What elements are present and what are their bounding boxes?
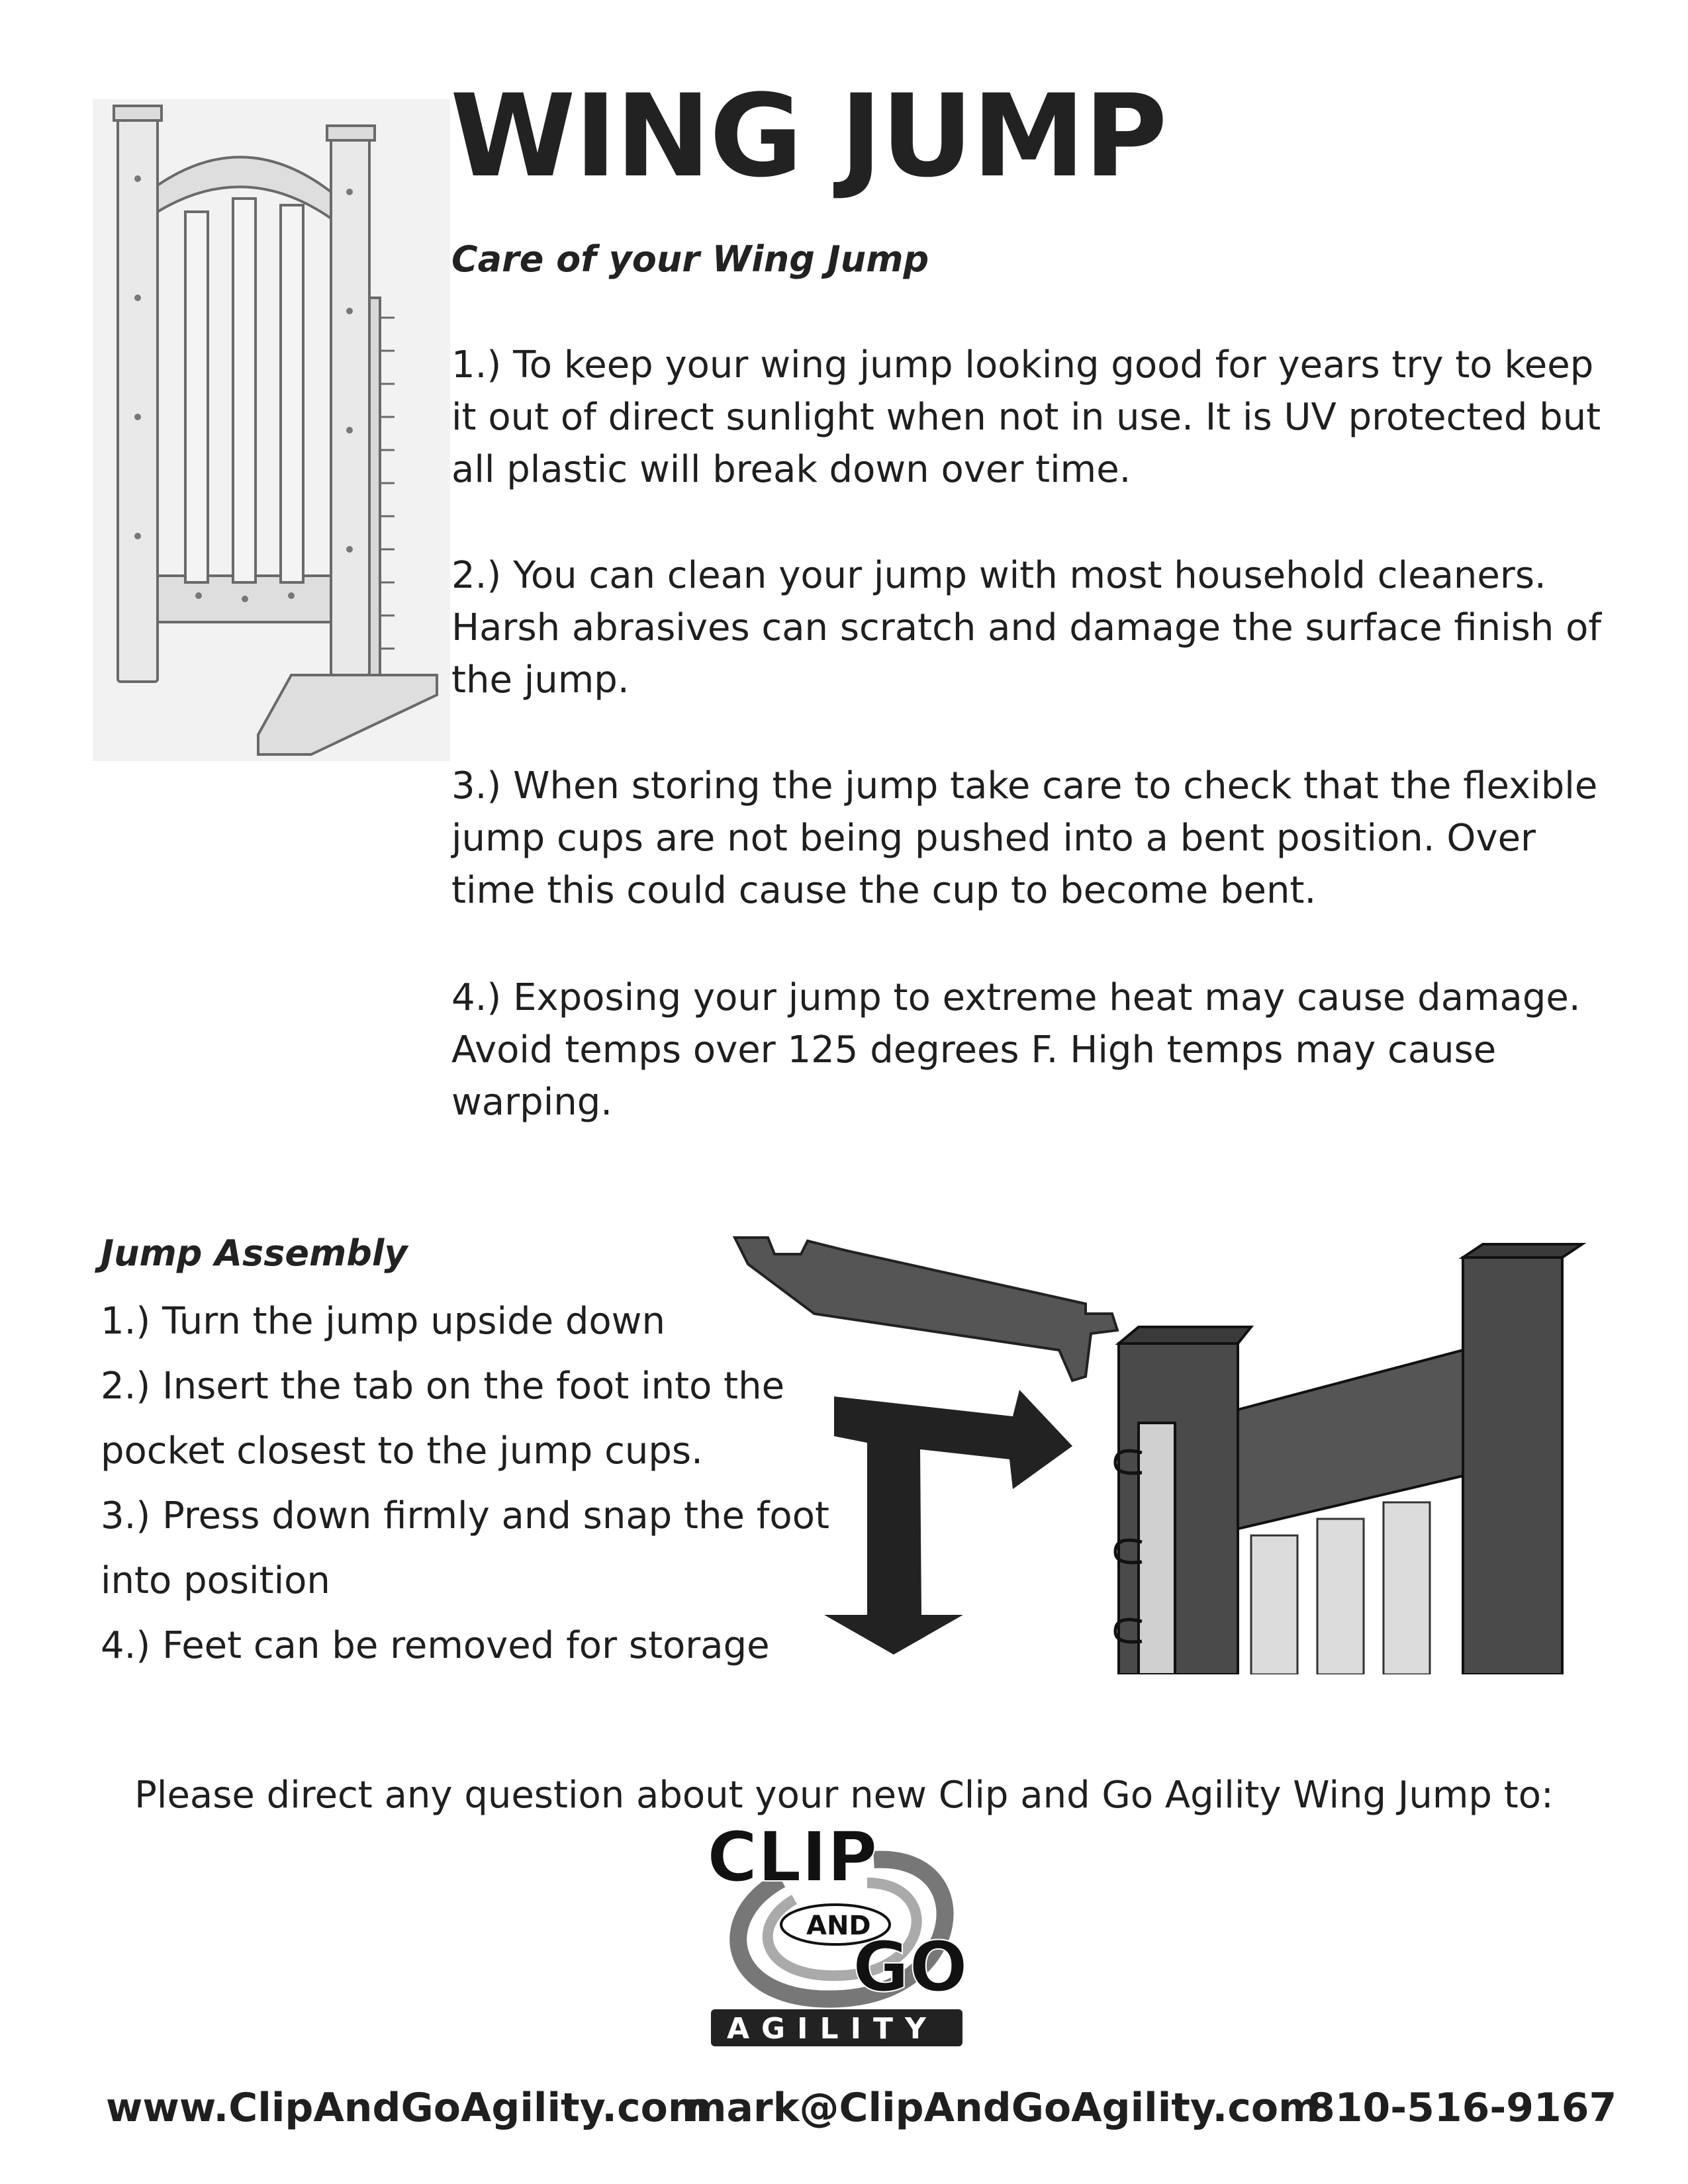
care-item: 2.) You can clean your jump with most household cleaners. Harsh abrasives can scratch and damage the surface finish of the jump.: [451, 554, 1602, 702]
assembly-step: 3.) Press down firmly and snap the foot into position: [101, 1494, 829, 1602]
assembly-illustration: [728, 1224, 1589, 1674]
assembly-step: 4.) Feet can be removed for storage: [101, 1624, 770, 1667]
care-item: 3.) When storing the jump take care to check that the flexible jump cups are not being pushed into a bent position. Over time this could cause the cup to become bent.: [451, 764, 1598, 912]
assembly-step: 1.) Turn the jump upside down: [101, 1300, 665, 1343]
assembly-arrow-icon: [824, 1390, 1072, 1655]
foot-piece: [735, 1238, 1117, 1381]
page-title: WING JUMP: [450, 69, 1166, 203]
phone-number[interactable]: 810-516-9167: [1307, 2085, 1617, 2131]
website-link[interactable]: www.ClipAndGoAgility.com: [106, 2085, 710, 2131]
assembly-heading: Jump Assembly: [101, 1232, 408, 1274]
email-link[interactable]: mark@ClipAndGoAgility.com: [685, 2085, 1320, 2131]
care-item: 1.) To keep your wing jump looking good for years try to keep it out of direct sunlight when not in use. It is UV protected but all plastic will break down over time.: [451, 343, 1601, 491]
care-heading: Care of your Wing Jump: [451, 238, 929, 280]
logo-clip: CLIP: [707, 1820, 878, 1897]
care-item: 4.) Exposing your jump to extreme heat may cause damage. Avoid temps over 125 degrees F. High temps may cause warping.: [451, 976, 1581, 1124]
logo-go: GO: [853, 1927, 968, 2007]
logo-and: AND: [806, 1911, 871, 1941]
contact-prompt: Please direct any question about your new Clip and Go Agility Wing Jump to:: [134, 1774, 1554, 1817]
clip-and-go-logo: [702, 1820, 980, 2052]
assembly-step: 2.) Insert the tab on the foot into the pocket closest to the jump cups.: [101, 1365, 785, 1473]
logo-agility: AGILITY: [727, 2012, 938, 2046]
wing-jump-illustration: [93, 99, 450, 761]
